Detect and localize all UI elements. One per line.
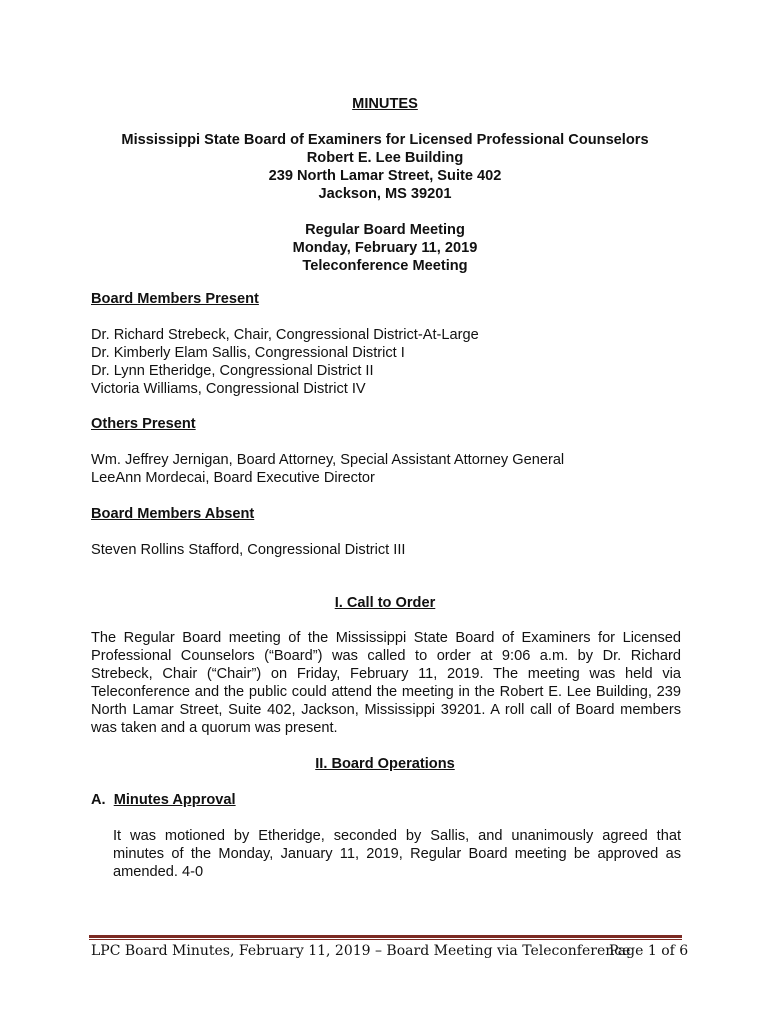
footer-rule: [89, 935, 682, 938]
list-item: Dr. Kimberly Elam Sallis, Congressional District I: [91, 345, 405, 361]
meeting-format: Teleconference Meeting: [302, 258, 468, 274]
list-item: Dr. Richard Strebeck, Chair, Congressional District-At-Large: [91, 327, 479, 343]
board-name: Mississippi State Board of Examiners for Licensed Professional Counselors: [121, 132, 649, 148]
others-heading: Others Present: [91, 416, 196, 432]
city-state-zip: Jackson, MS 39201: [318, 186, 452, 202]
others-list: [91, 451, 564, 487]
subsection-label: Minutes Approval: [113, 792, 236, 808]
minutes-approval-paragraph: It was motioned by Etheridge, seconded by Sallis, and unanimously agreed that minutes of the Monday, January 11, 2019, Regular Board meeting be approved as amended. 4-0: [113, 828, 681, 880]
list-item: Dr. Lynn Etheridge, Congressional District II: [91, 363, 374, 379]
building-name: Robert E. Lee Building: [306, 150, 464, 166]
section-board-operations-heading: II. Board Operations: [315, 756, 455, 772]
footer-rule-thin: [89, 939, 682, 940]
list-item: LeeAnn Mordecai, Board Executive Director: [91, 470, 375, 486]
footer-title: LPC Board Minutes, February 11, 2019 – Board Meeting via Teleconference: [91, 943, 631, 959]
street-address: 239 North Lamar Street, Suite 402: [268, 168, 502, 184]
minutes-approval-heading: [91, 791, 236, 809]
document-header: [0, 95, 770, 275]
call-to-order-paragraph: The Regular Board meeting of the Mississippi State Board of Examiners for Licensed Professional Counselors (“Board”) was called to order at 9:06 a.m. by Dr. Richard Strebeck, Chair (“Chair”) on Friday, February 11, 2019. The meeting was held via Teleconference and the public could attend the meeting in the Robert E. Lee Building, 239 North Lamar Street, Suite 402, Jackson, Mississippi 39201. A roll call of Board members was taken and a quorum was present.: [91, 630, 681, 736]
list-item: Victoria Williams, Congressional District IV: [91, 381, 366, 397]
absent-list: [91, 541, 405, 559]
absent-heading: Board Members Absent: [91, 506, 255, 522]
meeting-type: Regular Board Meeting: [305, 222, 465, 238]
list-item: Steven Rollins Stafford, Congressional District III: [91, 542, 406, 558]
document-title: MINUTES: [352, 96, 418, 112]
present-list: [91, 326, 479, 398]
list-item: Wm. Jeffrey Jernigan, Board Attorney, Special Assistant Attorney General: [91, 452, 565, 468]
present-heading: Board Members Present: [91, 291, 259, 307]
subsection-letter: A.: [91, 792, 106, 808]
page-number: Page 1 of 6: [609, 943, 689, 959]
section-call-to-order-heading: I. Call to Order: [334, 595, 436, 611]
meeting-date: Monday, February 11, 2019: [292, 240, 478, 256]
